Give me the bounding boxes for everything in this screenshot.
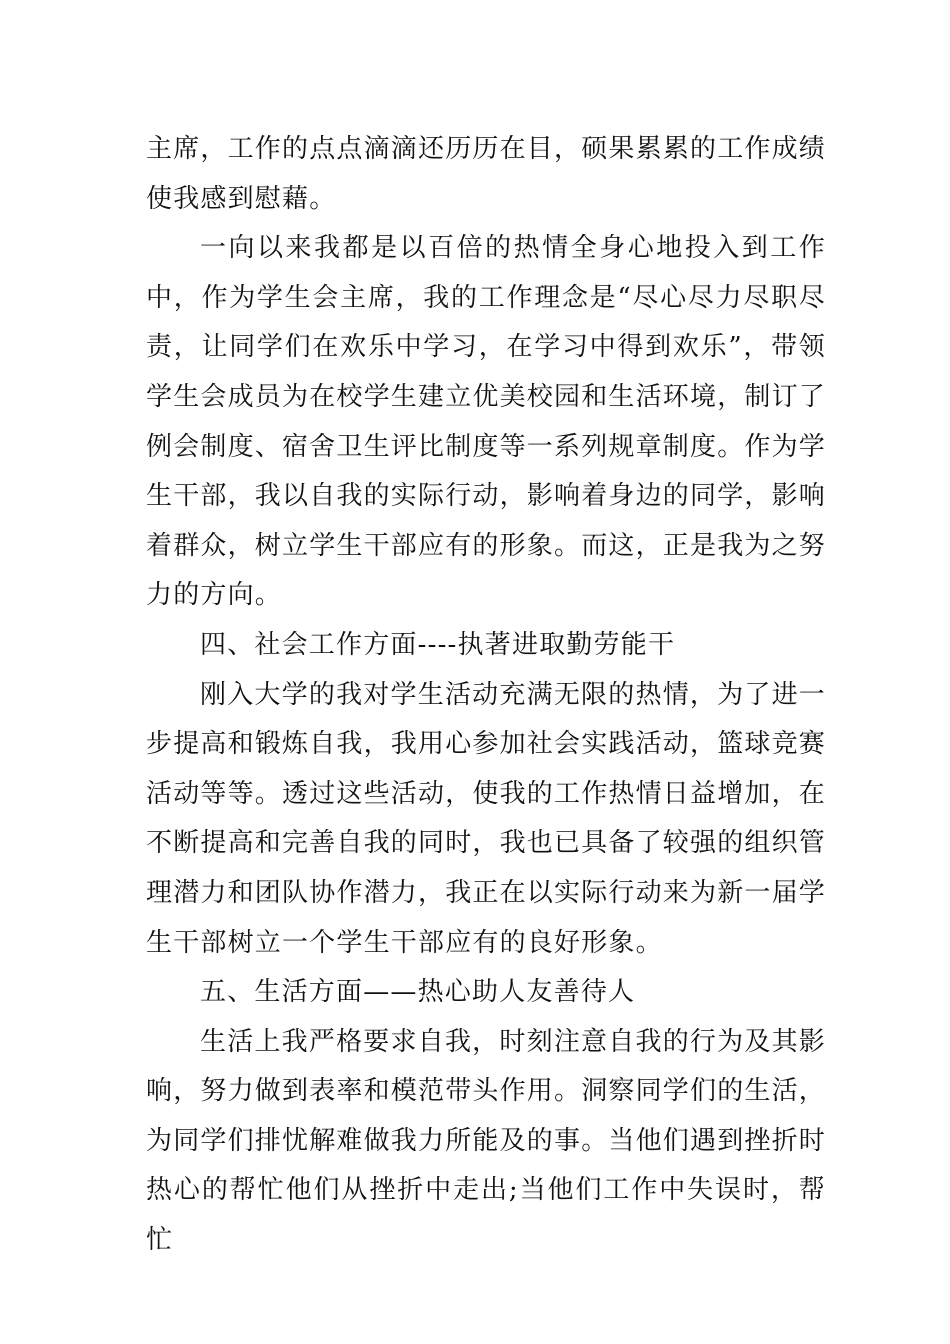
section-heading-social-work: 四、社会工作方面----执著进取勤劳能干	[200, 629, 676, 660]
section-heading-life: 五、生活方面——热心助人友善待人	[200, 977, 636, 1008]
document-body	[146, 125, 826, 1266]
paragraph-life-conduct: 生活上我严格要求自我，时刻注意自我的行为及其影响，努力做到表率和模范带头作用。洞察同学们的生活，为同学们排忧解难做我力所能及的事。当他们遇到挫折时热心的帮忙他们从挫折中走出;当他们工作中失误时，帮忙	[146, 1026, 827, 1256]
paragraph-social-activities: 刚入大学的我对学生活动充满无限的热情，为了进一步提高和锻炼自我，我用心参加社会实践活动，篮球竞赛活动等等。透过这些活动，使我的工作热情日益增加，在不断提高和完善自我的同时，我也已具备了较强的组织管理潜力和团队协作潜力，我正在以实际行动来为新一届学生干部树立一个学生干部应有的良好形象。	[146, 679, 827, 958]
paragraph-continuation: 主席，工作的点点滴滴还历历在目，硕果累累的工作成绩使我感到慰藉。	[146, 134, 827, 214]
paragraph-student-union-work: 一向以来我都是以百倍的热情全身心地投入到工作中，作为学生会主席，我的工作理念是“尽心尽力尽职尽责，让同学们在欢乐中学习，在学习中得到欢乐”，带领学生会成员为在校学生建立优美校园和生活环境，制订了例会制度、宿舍卫生评比制度等一系列规章制度。作为学生干部，我以自我的实际行动，影响着身边的同学，影响着群众，树立学生干部应有的形象。而这，正是我为之努力的方向。	[146, 233, 827, 611]
